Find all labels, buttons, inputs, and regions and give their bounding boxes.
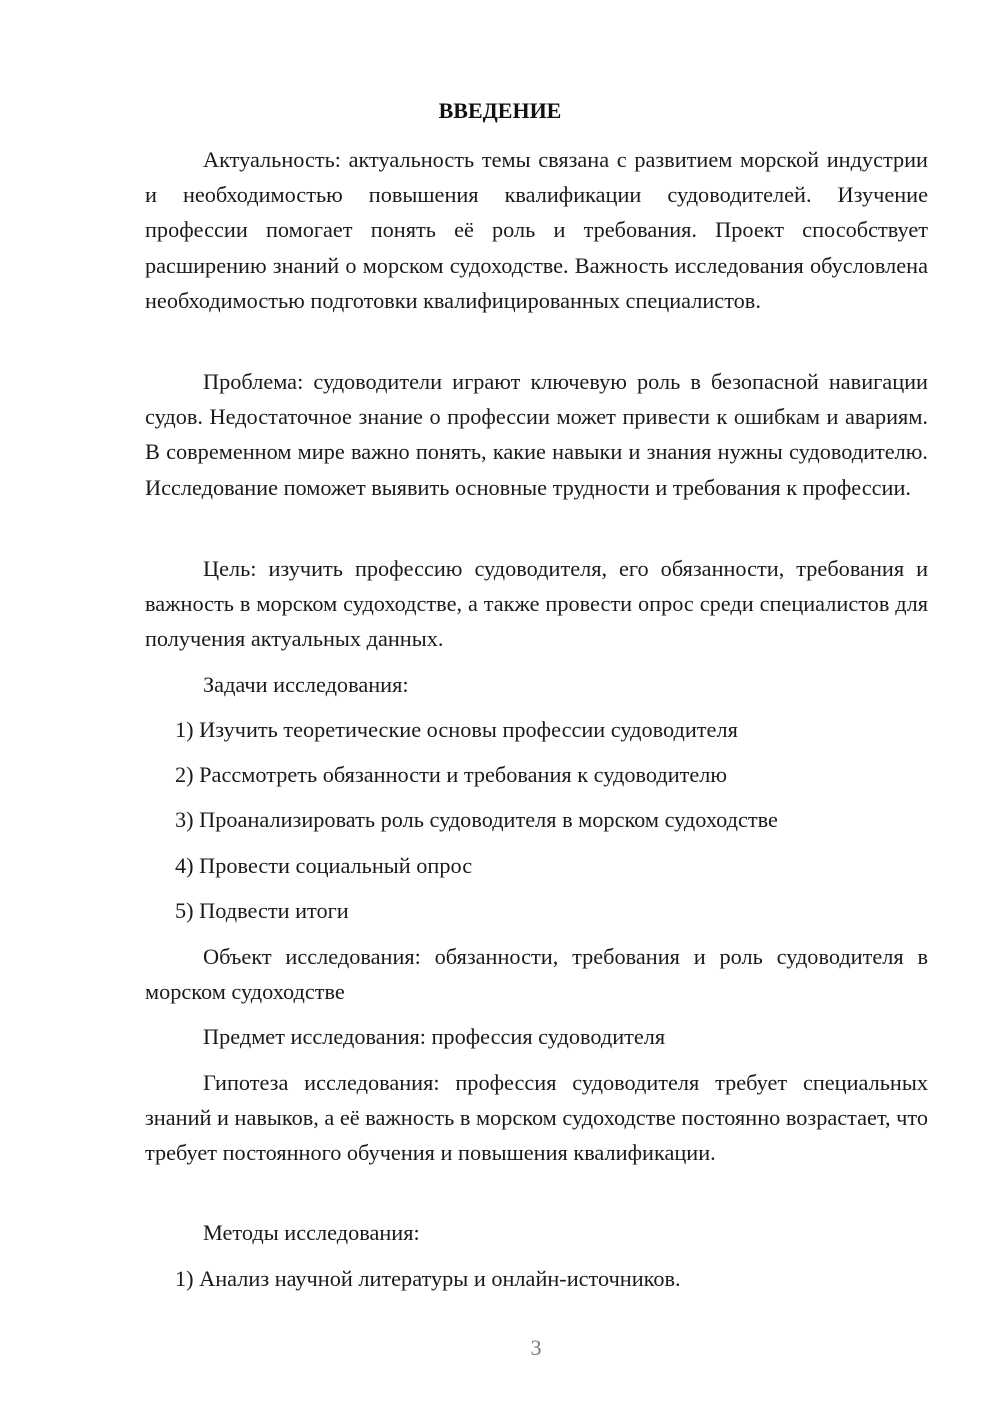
task-item: 1) Изучить теоретические основы профессии судоводителя [175,717,738,742]
task-item: 5) Подвести итоги [175,898,349,923]
task-item: 3) Проанализировать роль судоводителя в морском судоходстве [175,807,778,832]
section-heading: ВВЕДЕНИЕ [438,98,562,123]
goal-paragraph: Цель: изучить профессию судоводителя, его обязанности, требования и важность в морском судоходстве, а также провести опрос среди специалистов для получения актуальных данных. [145,556,928,652]
task-item: 4) Провести социальный опрос [175,853,473,878]
object-paragraph: Объект исследования: обязанности, требования и роль судоводителя в морском судоходстве [145,944,928,1005]
task-item: 2) Рассмотреть обязанности и требования к судоводителю [175,762,728,787]
subject-line: Предмет исследования: профессия судоводителя [203,1024,666,1049]
methods-label: Методы исследования: [203,1220,420,1245]
hypothesis-paragraph: Гипотеза исследования: профессия судоводителя требует специальных знаний и навыков, а её важность в морском судоходстве постоянно возрастает, что требует постоянного обучения и повышения квалификации. [145,1070,928,1166]
page-number: 3 [530,1335,542,1360]
relevance-paragraph: Актуальность: актуальность темы связана с развитием морской индустрии и необходимостью повышения квалификации судоводителей. Изучение профессии помогает понять её роль и требования. Проект способствует расширению знаний о морском судоходстве. Важность исследования обусловлена необходимостью подготовки квалифицированных специалистов. [145,147,928,313]
problem-paragraph: Проблема: судоводители играют ключевую роль в безопасной навигации судов. Недостаточное знание о профессии может привести к ошибкам и авариям. В современном мире важно понять, какие навыки и знания нужны судоводителю. Исследование поможет выявить основные трудности и требования к профессии. [145,369,928,500]
tasks-label: Задачи исследования: [203,672,409,697]
method-item: 1) Анализ научной литературы и онлайн-источников. [175,1266,681,1291]
